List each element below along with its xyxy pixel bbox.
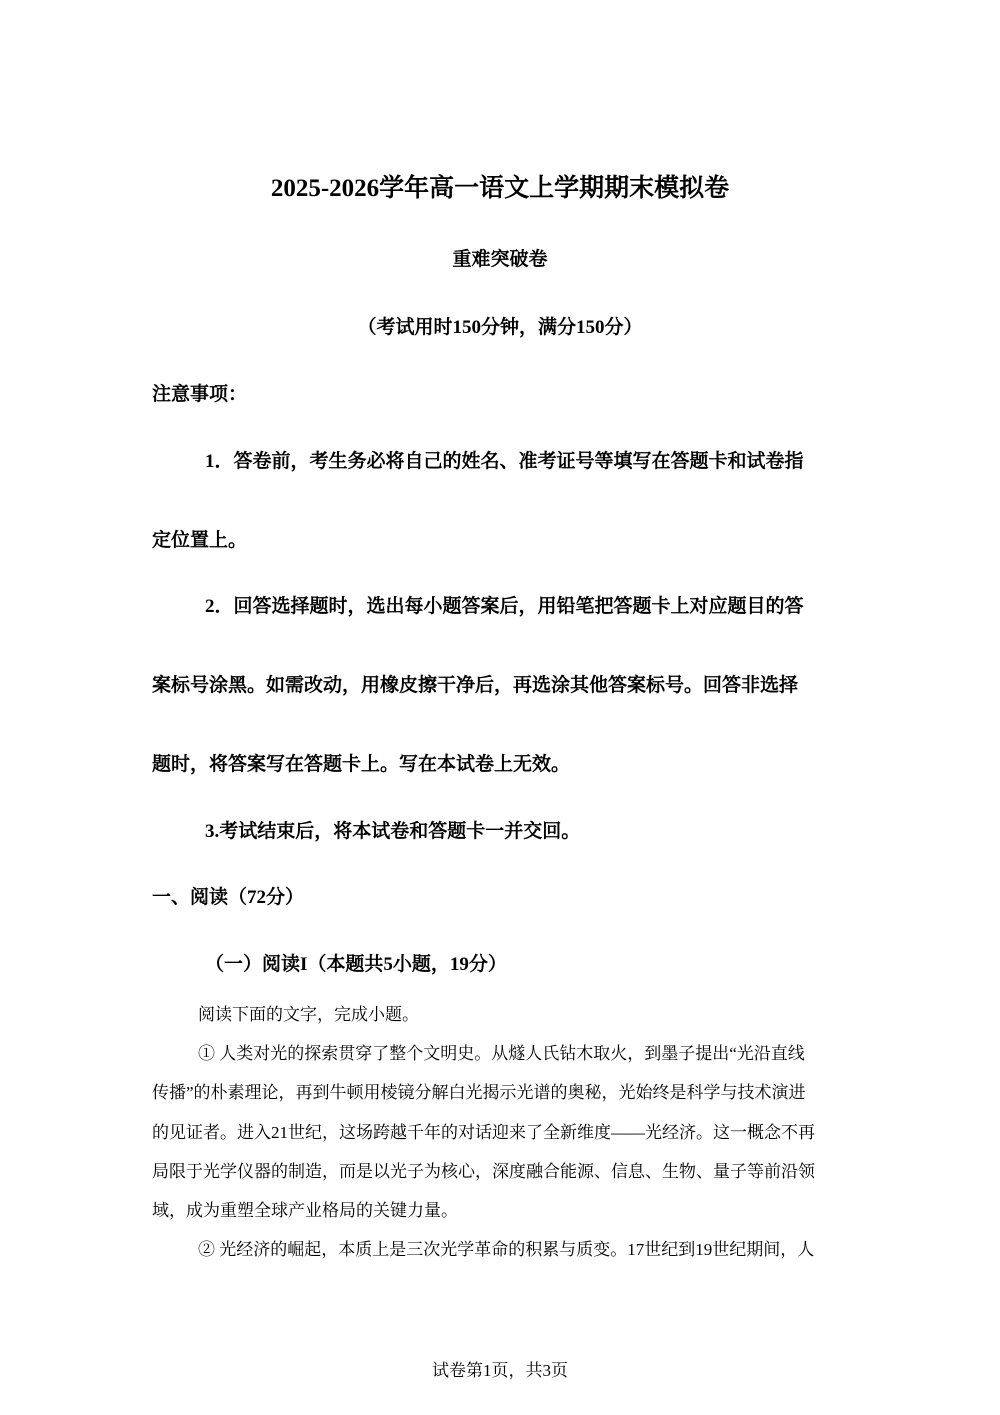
document-title: 2025-2026学年高一语文上学期期末模拟卷 <box>270 175 730 202</box>
exam-info: （考试用时150分钟，满分150分） <box>357 317 643 338</box>
paragraph-line: ① 人类对光的探索贯穿了整个文明史。从燧人氏钻木取火，到墨子提出“光沿直线 <box>198 1044 805 1063</box>
reading-instruction: 阅读下面的文字，完成小题。 <box>198 1005 419 1024</box>
paragraph-line: 传播”的朴素理论，再到牛顿用棱镜分解白光揭示光谱的奥秘，光始终是科学与技术演进 <box>152 1083 806 1102</box>
notice-line: 1．答卷前，考生务必将自己的姓名、准考证号等填写在答题卡和试卷指 <box>205 451 804 472</box>
subsection-heading: （一）阅读I（本题共5小题，19分） <box>205 954 507 975</box>
notice-heading: 注意事项： <box>152 384 248 405</box>
page-footer: 试卷第1页，共3页 <box>432 1361 568 1380</box>
notice-line: 案标号涂黑。如需改动，用橡皮擦干净后，再选涂其他答案标号。回答非选择 <box>152 675 799 696</box>
notice-line: 定位置上。 <box>152 530 248 551</box>
notice-line: 题时，将答案写在答题卡上。写在本试卷上无效。 <box>152 754 571 775</box>
paragraph-line: 域，成为重塑全球产业格局的关键力量。 <box>152 1201 458 1220</box>
section-heading: 一、阅读（72分） <box>152 887 305 908</box>
paragraph-line: 局限于光学仪器的制造，而是以光子为核心，深度融合能源、信息、生物、量子等前沿领 <box>152 1162 815 1181</box>
paragraph-line: ② 光经济的崛起，本质上是三次光学革命的积累与质变。17世纪到19世纪期间，人 <box>198 1240 815 1259</box>
document-subtitle: 重难突破卷 <box>452 249 548 270</box>
paragraph-line: 的见证者。进入21世纪，这场跨越千年的对话迎来了全新维度——光经济。这一概念不再 <box>152 1123 815 1142</box>
notice-line: 2．回答选择题时，选出每小题答案后，用铅笔把答题卡上对应题目的答 <box>205 596 804 617</box>
notice-line: 3.考试结束后，将本试卷和答题卡一并交回。 <box>205 821 581 842</box>
